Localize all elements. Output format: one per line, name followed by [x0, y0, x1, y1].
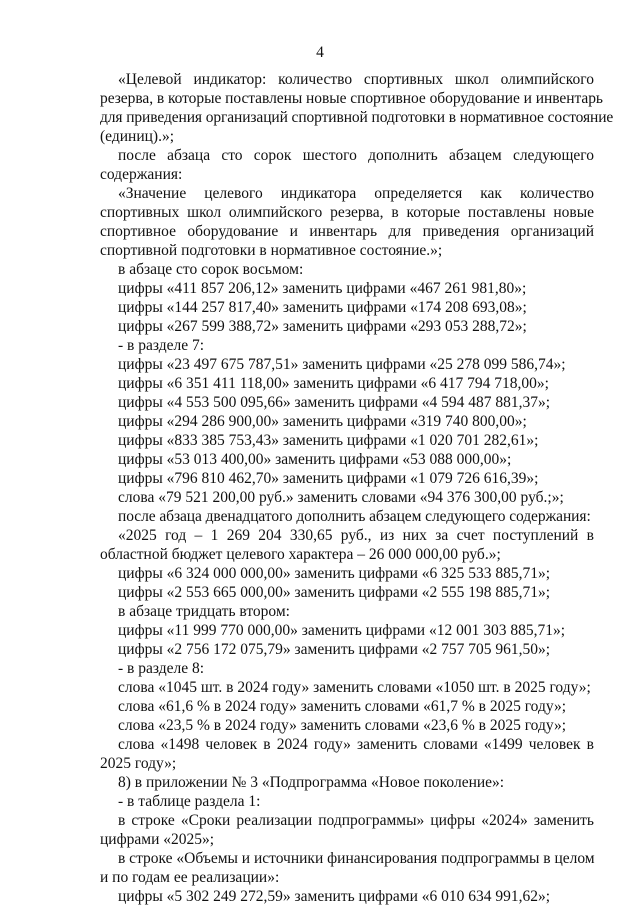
- text-line: «Целевой индикатор: количество спортивных школ олимпийского: [118, 71, 594, 88]
- text-line: для приведения организаций спортивной подготовки в нормативное состояние: [100, 109, 614, 126]
- text-line: 2025 году»;: [100, 755, 177, 772]
- text-line: цифры «144 257 817,40» заменить цифрами «174 208 693,08»;: [118, 299, 527, 316]
- text-line: цифрами «2025»;: [100, 831, 215, 848]
- text-line: - в разделе 7:: [118, 337, 205, 354]
- text-line: спортивных школ олимпийского резерва, в которые поставлены новые: [100, 204, 594, 221]
- text-line: слова «1045 шт. в 2024 году» заменить словами «1050 шт. в 2025 году»;: [118, 679, 591, 696]
- text-line: цифры «796 810 462,70» заменить цифрами «1 079 726 616,39»;: [118, 470, 539, 487]
- document-body: [100, 70, 614, 906]
- text-line: цифры «833 385 753,43» заменить цифрами «1 020 701 282,61»;: [118, 432, 539, 449]
- text-line: и по годам ее реализации»:: [100, 869, 280, 886]
- text-line: в строке «Объемы и источники финансирования подпрограммы в целом: [118, 850, 595, 867]
- text-line: в строке «Сроки реализации подпрограммы» цифры «2024» заменить: [118, 812, 594, 829]
- text-line: «2025 год – 1 269 204 330,65 руб., из них за счет поступлений в: [118, 527, 594, 544]
- text-line: содержания:: [100, 166, 183, 183]
- text-line: цифры «6 351 411 118,00» заменить цифрами «6 417 794 718,00»;: [118, 375, 549, 392]
- text-line: - в таблице раздела 1:: [118, 793, 261, 810]
- text-line: «Значение целевого индикатора определяется как количество: [118, 185, 594, 202]
- text-line: 8) в приложении № 3 «Подпрограмма «Новое поколение»:: [118, 774, 505, 791]
- text-line: резерва, в которые поставлены новые спортивное оборудование и инвентарь: [100, 90, 603, 107]
- text-line: цифры «23 497 675 787,51» заменить цифрами «25 278 099 586,74»;: [118, 356, 566, 373]
- text-line: спортивное оборудование и инвентарь для приведения организаций: [100, 223, 594, 240]
- text-line: - в разделе 8:: [118, 660, 205, 677]
- text-line: цифры «5 302 249 272,59» заменить цифрами «6 010 634 991,62»;: [118, 888, 551, 905]
- text-line: в абзаце сто сорок восьмом:: [118, 261, 304, 278]
- text-line: в абзаце тридцать втором:: [118, 603, 290, 620]
- text-line: цифры «11 999 770 000,00» заменить цифрами «12 001 303 885,71»;: [118, 622, 566, 639]
- text-line: цифры «2 553 665 000,00» заменить цифрами «2 555 198 885,71»;: [118, 584, 551, 601]
- page-number: 4: [316, 44, 324, 61]
- text-line: цифры «267 599 388,72» заменить цифрами «293 053 288,72»;: [118, 318, 527, 335]
- text-line: цифры «294 286 900,00» заменить цифрами «319 740 800,00»;: [118, 413, 527, 430]
- text-line: цифры «4 553 500 095,66» заменить цифрами «4 594 487 881,37»;: [118, 394, 551, 411]
- text-line: цифры «2 756 172 075,79» заменить цифрами «2 757 705 961,50»;: [118, 641, 551, 658]
- text-line: слова «23,5 % в 2024 году» заменить словами «23,6 % в 2025 году»;: [118, 717, 567, 734]
- text-line: областной бюджет целевого характера – 26 000 000,00 руб.»;: [100, 546, 501, 563]
- text-line: цифры «53 013 400,00» заменить цифрами «53 088 000,00»;: [118, 451, 512, 468]
- text-line: спортивной подготовки в нормативное состояние.»;: [100, 242, 443, 259]
- text-line: цифры «6 324 000 000,00» заменить цифрами «6 325 533 885,71»;: [118, 565, 551, 582]
- text-line: после абзаца сто сорок шестого дополнить абзацем следующего: [118, 147, 594, 164]
- text-line: (единиц).»;: [100, 128, 174, 145]
- text-line: слова «61,6 % в 2024 году» заменить словами «61,7 % в 2025 году»;: [118, 698, 567, 715]
- text-line: цифры «411 857 206,12» заменить цифрами «467 261 981,80»;: [118, 280, 527, 297]
- text-line: после абзаца двенадцатого дополнить абзацем следующего содержания:: [118, 508, 591, 525]
- text-line: слова «1498 человек в 2024 году» заменить словами «1499 человек в: [118, 736, 594, 753]
- text-line: слова «79 521 200,00 руб.» заменить словами «94 376 300,00 руб.;»;: [118, 489, 564, 506]
